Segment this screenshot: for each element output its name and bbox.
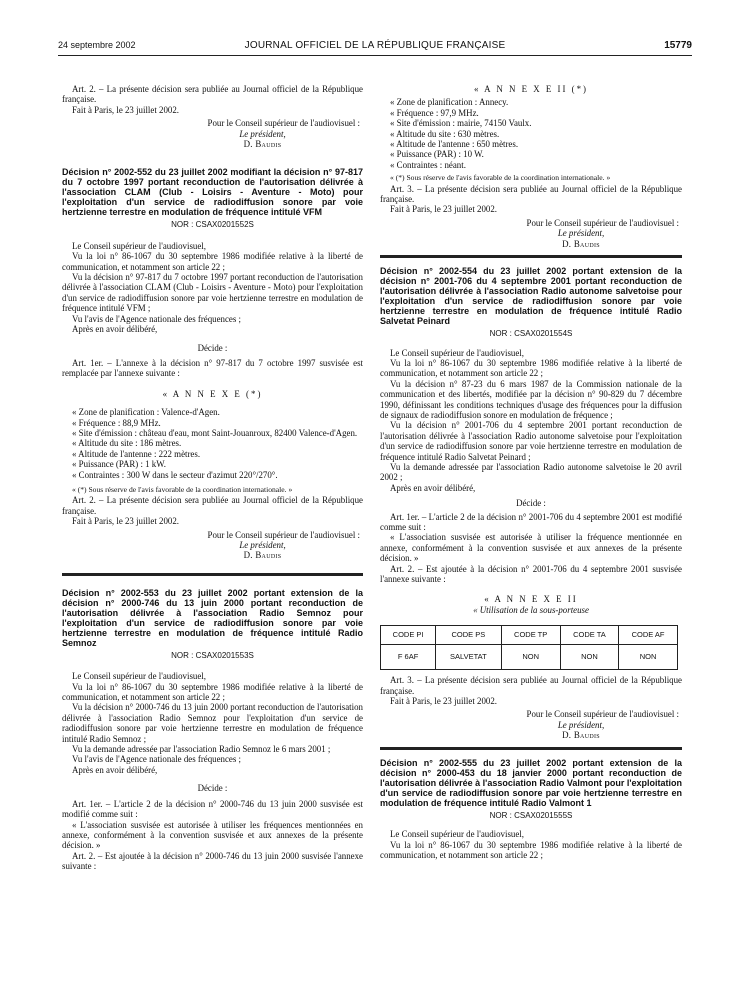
annex-title: « A N N E X E II (*) (474, 84, 588, 94)
footnote: « (*) Sous réserve de l'avis favorable de la coordination internationale. » (390, 173, 611, 183)
annex-line: « Puissance (PAR) : 1 kW. (72, 459, 167, 470)
annex-line: « Site d'émission : château d'eau, mont Saint-Jouanroux, 82400 Valence-d'Agen. (72, 427, 358, 438)
fait-a-paris: Fait à Paris, le 23 juillet 2002. (72, 104, 179, 115)
annex-line: « Zone de planification : Annecy. (390, 97, 509, 108)
paragraph: Le Conseil supérieur de l'audiovisuel, (72, 671, 206, 682)
paragraph: Le Conseil supérieur de l'audiovisuel, (390, 829, 524, 840)
paragraph: Vu la décision n° 87-23 du 6 mars 1987 de la Commission nationale de la communication et des libertés, modifiée par la décision n° 90-829 du 7 décembre 1990, définissant les conditions techniques d'usage des fréquences pour la diffusion de signaux de radiodiffusion sonore en modulation de fréquence ; (380, 378, 682, 420)
paragraph: Vu la décision n° 2001-706 du 4 septembre 2001 portant reconduction de l'autorisation délivrée à l'association Radio autonome salvetoise pour l'exploitation d'un service de radiodiffusion sonore par voie hertzienne terrestre en modulation de fréquence intitulé Radio Salvetat Peinard ; (380, 420, 682, 462)
paragraph: Le Conseil supérieur de l'audiovisuel, (72, 240, 206, 251)
paragraph: Vu la loi n° 86-1067 du 30 septembre 1986 modifiée relative à la liberté de communication, et notamment son article 22 ; (62, 681, 363, 703)
fait-a-paris: Fait à Paris, le 23 juillet 2002. (390, 204, 497, 215)
paragraph: Vu la loi n° 86-1067 du 30 septembre 1986 modifiée relative à la liberté de communication, et notamment son article 22 ; (380, 839, 682, 860)
table-header-row (381, 626, 678, 645)
annex-line: « Contraintes : néant. (390, 159, 466, 170)
decide-label: Décide : (197, 342, 228, 353)
annex-line: « Altitude de l'antenne : 650 mètres. (390, 139, 519, 150)
paragraph: Vu la décision n° 97-817 du 7 octobre 1997 portant reconduction de l'autorisation délivrée à l'association CLAM (Club - Loisirs - Aventure - Moto) pour l'exploitation d'un service de radiodiffusion sonore par voie hertzienne terrestre en modulation de fréquence intitulé VFM ; (62, 272, 363, 314)
signature-council: Pour le Conseil supérieur de l'audiovisuel : (207, 118, 360, 129)
subcarrier-table (380, 625, 678, 670)
table-cell: NON (501, 645, 560, 670)
signature-council: Pour le Conseil supérieur de l'audiovisuel : (526, 217, 679, 228)
annex-line: « Altitude du site : 630 mètres. (390, 128, 500, 139)
page-header (58, 40, 692, 54)
annex-line: « Zone de planification : Valence-d'Agen. (72, 407, 220, 418)
table-cell: F 6AF (381, 645, 436, 670)
article: Art. 1er. – L'article 2 de la décision n° 2000-746 du 13 juin 2000 susvisée est modifié comme suit : (62, 798, 363, 820)
table-header: CODE TP (501, 626, 560, 645)
decision-title: Décision n° 2002-553 du 23 juillet 2002 portant extension de la décision n° 2000-746 du 13 juin 2000 portant reconduction de l'autorisation délivrée à l'association Radio Semnoz pour l'exploitation d'un service de radiodiffusion sonore par voie hertzienne terrestre en modulation de fréquence intitulé Radio Semnoz (62, 587, 363, 648)
decision-title: Décision n° 2002-552 du 23 juillet 2002 modifiant la décision n° 97-817 du 7 octobre 1997 portant reconduction de l'autorisation délivrée à l'association CLAM (Club - Loisirs - Aventure - Moto) pour l'exploitation d'un service de radiodiffusion sonore par voie hertzienne terrestre en modulation de fréquence intitulé VFM (62, 167, 363, 218)
footnote: « (*) Sous réserve de l'avis favorable de la coordination internationale. » (72, 484, 293, 494)
annex-line: « Altitude de l'antenne : 222 mètres. (72, 448, 201, 459)
decision-title: Décision n° 2002-555 du 23 juillet 2002 portant extension de la décision n° 2000-453 du 18 janvier 2000 portant reconduction de l'autorisation délivrée à l'association Radio Valmont pour l'exploitation d'un service de radiodiffusion sonore par voie hertzienne terrestre en modulation de fréquence intitulé Radio Valmont 1 (380, 757, 682, 808)
paragraph: Vu l'avis de l'Agence nationale des fréquences ; (72, 313, 242, 324)
page-number: 15779 (664, 40, 692, 51)
signature-title: Le président, (557, 228, 605, 239)
signature-council: Pour le Conseil supérieur de l'audiovisuel : (526, 709, 679, 720)
nor-reference: NOR : CSAX0201555S (489, 810, 573, 820)
section-separator (380, 255, 682, 258)
annex-title: « A N N E X E (*) (162, 388, 263, 399)
paragraph: Vu la loi n° 86-1067 du 30 septembre 1986 modifiée relative à la liberté de communication, et notamment son article 22 ; (62, 251, 363, 272)
fait-a-paris: Fait à Paris, le 23 juillet 2002. (390, 696, 497, 707)
table-header: CODE PS (436, 626, 501, 645)
paragraph: Vu la décision n° 2000-746 du 13 juin 2000 portant reconduction de l'autorisation délivrée à l'association Radio Semnoz pour l'exploitation d'un service de radiodiffusion sonore par voie hertzienne terrestre en modulation de fréquence intitulé Radio Semnoz ; (62, 702, 363, 744)
signature-title: Le président, (239, 540, 286, 550)
signature-name: D. Baudis (243, 139, 282, 150)
table-header: CODE AF (619, 626, 678, 645)
paragraph: Vu la demande adressée par l'association Radio Semnoz le 6 mars 2001 ; (72, 744, 331, 755)
article: Art. 2. – La présente décision sera publiée au Journal officiel de la République française. (62, 84, 363, 105)
left-column (62, 84, 363, 872)
paragraph: Vu la demande adressée par l'association Radio autonome salvetoise le 20 avril 2002 ; (380, 461, 682, 483)
paragraph: Vu la loi n° 86-1067 du 30 septembre 1986 modifiée relative à la liberté de communication, et notamment son article 22 ; (380, 357, 682, 379)
annex-line: « Contraintes : 300 W dans le secteur d'azimut 220°/270°. (72, 469, 278, 480)
article: Art. 2. – Est ajoutée à la décision n° 2001-706 du 4 septembre 2001 susvisée l'annexe suivante : (380, 563, 682, 585)
annex-line: « Fréquence : 97,9 MHz. (390, 107, 479, 118)
signature-name: D. Baudis (562, 730, 600, 741)
nor-reference: NOR : CSAX0201552S (171, 220, 254, 230)
decision-title: Décision n° 2002-554 du 23 juillet 2002 portant extension de la décision n° 2001-706 du 4 septembre 2001 portant reconduction de l'autorisation délivrée à l'association Radio autonome salvetoise pour l'exploitation d'un service de radiodiffusion sonore par voie hertzienne terrestre en modulation de fréquence intitulé Radio Salvetat Peinard (380, 266, 682, 327)
article: Art. 3. – La présente décision sera publiée au Journal officiel de la République française. (380, 183, 682, 205)
journal-title: JOURNAL OFFICIEL DE LA RÉPUBLIQUE FRANÇAISE (244, 40, 506, 51)
fait-a-paris: Fait à Paris, le 23 juillet 2002. (72, 516, 179, 527)
paragraph: Après en avoir délibéré, (72, 764, 158, 775)
nor-reference: NOR : CSAX0201554S (489, 329, 573, 339)
table-header: CODE TA (560, 626, 618, 645)
header-rule (58, 55, 692, 56)
article: Art. 1er. – L'article 2 de la décision n° 2001-706 du 4 septembre 2001 est modifié comme suit : (380, 511, 682, 532)
annex-line: « Fréquence : 88,9 MHz. (72, 417, 161, 428)
paragraph: Le Conseil supérieur de l'audiovisuel, (390, 347, 524, 358)
nor-reference: NOR : CSAX0201553S (171, 650, 254, 660)
article: Art. 3. – La présente décision sera publiée au Journal officiel de la République française. (380, 675, 682, 696)
signature-council: Pour le Conseil supérieur de l'audiovisuel : (207, 529, 360, 540)
table-cell: SALVETAT (436, 645, 501, 670)
signature-title: Le président, (557, 719, 605, 730)
signature-name: D. Baudis (243, 550, 282, 561)
paragraph: Vu l'avis de l'Agence nationale des fréquences ; (72, 754, 242, 765)
table-row (381, 645, 678, 670)
article: Art. 1er. – L'annexe à la décision n° 97-817 du 7 octobre 1997 susvisée est remplacée par l'annexe suivante : (62, 357, 363, 379)
signature-title: Le président, (239, 128, 286, 139)
article: Art. 2. – La présente décision sera publiée au Journal officiel de la République française. (62, 495, 363, 516)
article: Art. 2. – Est ajoutée à la décision n° 2000-746 du 13 juin 2000 susvisée l'annexe suivante : (62, 850, 363, 872)
annex-line: « Site d'émission : mairie, 74150 Vaulx. (390, 118, 532, 129)
table-cell: NON (560, 645, 618, 670)
table-cell: NON (619, 645, 678, 670)
header-date: 24 septembre 2002 (58, 40, 136, 50)
table-header: CODE PI (381, 626, 436, 645)
right-column (380, 84, 682, 860)
signature-name: D. Baudis (562, 238, 600, 249)
annex-line: « Puissance (PAR) : 10 W. (390, 149, 484, 160)
quoted-text: « L'association susvisée est autorisée à utiliser la fréquence mentionnée en annexe, conformément à la convention susvisée et aux annexes de la présente décision. » (380, 532, 682, 564)
section-separator (62, 573, 363, 576)
annex-line: « Altitude du site : 186 mètres. (72, 438, 182, 449)
decide-label: Décide : (197, 783, 228, 794)
paragraph: Après en avoir délibéré, (72, 324, 158, 335)
section-separator (380, 747, 682, 750)
annex-subtitle: « Utilisation de la sous-porteuse (473, 604, 589, 615)
decide-label: Décide : (516, 498, 546, 509)
annex-title: « A N N E X E II (484, 594, 578, 605)
paragraph: Après en avoir délibéré, (390, 482, 476, 493)
quoted-text: « L'association susvisée est autorisée à utiliser les fréquences mentionnées en annexe, conformément à la convention susvisée et aux annexes de la présente décision. » (62, 819, 363, 851)
